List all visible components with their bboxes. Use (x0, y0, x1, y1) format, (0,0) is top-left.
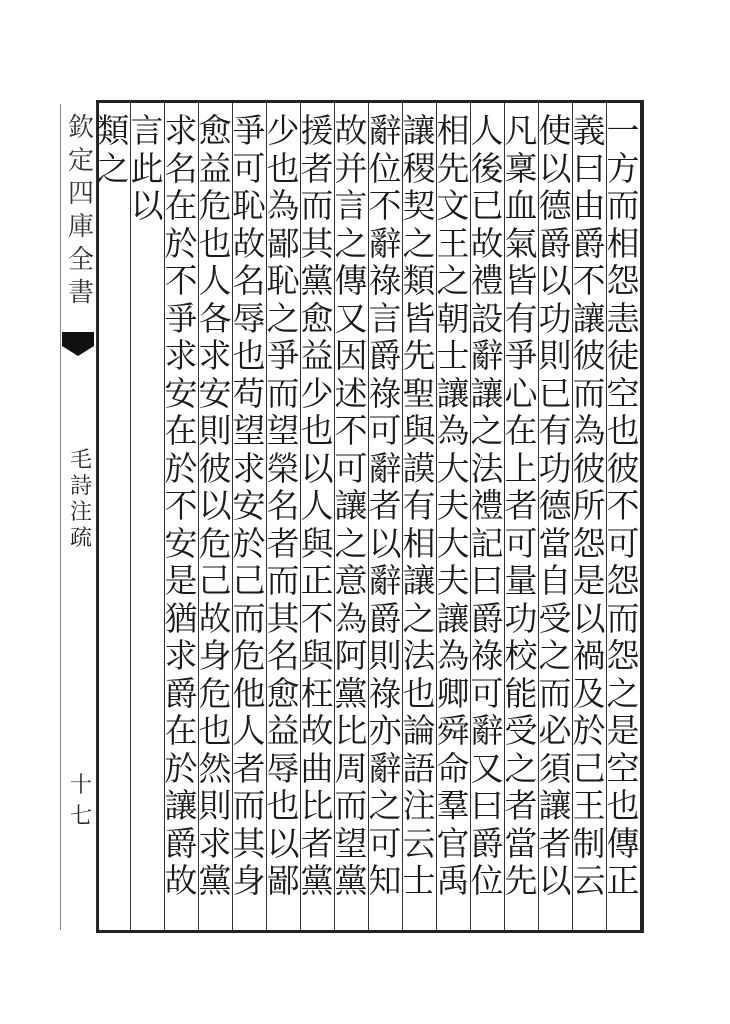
column-rule (164, 103, 165, 930)
column-rule (130, 103, 131, 930)
frame-top-border (96, 100, 644, 103)
column-rule (96, 103, 97, 930)
text-column: 一 方 而 相 怨 恚 徒 空 也 彼 不 可 怨 而 怨 之 是 空 也 傳 正 (606, 111, 640, 900)
gutter-line (60, 104, 61, 930)
margin-book-title: 毛 詩 注 疏 (69, 448, 92, 551)
frame-bottom-border (96, 930, 644, 933)
text-column: 人 後 已 故 禮 設 辭 讓 之 法 禮 記 曰 爵 祿 可 辭 又 曰 爵 位 (470, 111, 504, 900)
text-column: 使 以 德 爵 以 功 則 已 有 功 德 當 自 受 之 而 必 須 讓 者 以 (538, 111, 572, 900)
text-column: 求 名 在 於 不 爭 求 安 在 於 不 安 是 猶 求 爵 在 於 讓 爵 故 (164, 111, 198, 900)
margin-page-number: 十七 (69, 773, 92, 829)
text-column: 援 者 而 其 黨 愈 益 少 也 以 人 與 正 不 與 枉 故 曲 比 者 黨 (300, 111, 334, 900)
margin-title: 欽 定 四 庫 全 書 (67, 113, 94, 308)
text-column: 辭 位 不 辭 祿 言 爵 祿 可 辭 者 以 辭 爵 則 祿 亦 辭 之 可 知 (368, 111, 402, 900)
text-column: 愈 益 危 也 人 各 求 安 則 彼 以 危 己 故 身 危 也 然 則 求 黨 (198, 111, 232, 900)
text-column: 少 也 為 鄙 恥 之 爭 而 望 榮 名 者 而 其 名 愈 益 辱 也 以 鄙 (266, 111, 300, 900)
text-column: 爭 可 恥 故 名 辱 也 苟 望 求 安 於 己 而 危 他 人 者 而 其 身 (232, 111, 266, 900)
text-column: 讓 稷 契 之 類 皆 先 聖 與 謨 有 相 讓 之 法 也 論 語 注 云 士 (402, 111, 436, 900)
text-column: 義 曰 由 爵 不 讓 彼 而 為 彼 所 怨 是 以 禍 及 於 己 王 制 云 (572, 111, 606, 900)
text-column: 故 并 言 之 傳 又 因 述 不 可 讓 之 意 為 阿 黨 比 周 而 望 黨 (334, 111, 368, 900)
text-column: 凡 稟 血 氣 皆 有 爭 心 在 上 者 可 量 功 校 能 受 之 者 當 先 (504, 111, 538, 900)
text-column: 相 先 文 王 之 朝 士 讓 為 大 夫 大 夫 讓 為 卿 舜 命 羣 官 禹 (436, 111, 470, 900)
text-column: 類 之 (96, 111, 130, 188)
text-column: 言 此 以 (130, 111, 164, 225)
fishtail-mark-icon (60, 330, 96, 358)
